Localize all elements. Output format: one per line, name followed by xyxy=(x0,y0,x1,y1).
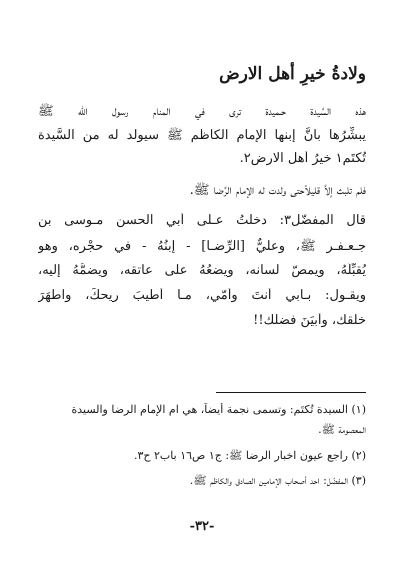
body-line: فلم تلبث إلاَّ قليلاًحتى ولدت له الإمام الرِّضا ﷺ. xyxy=(189,183,366,198)
footnote: (٢) راجع عيون اخبار الرضا ﷺ: ج١ ص١٦ باب٢ ح٣. xyxy=(133,449,366,462)
footnote: المعصومة ﷺ. xyxy=(318,423,366,436)
body-line: يبشِّرُها بانَّ إبنها الإمام الكاظم ﷺ سيولد له من السَّيدة xyxy=(38,128,366,143)
body-line: هذه السَّيدة حـميدة ترى في المنام رسول اللّه ﷺ xyxy=(38,104,366,119)
footnote: (١) السيدة تُكتَم: وتسمى نجمة أيضاً، هي ام الإمام الرضا والسيدة xyxy=(71,403,366,416)
body-line: تُكتَم١ خيرُ أهل الارض٢. xyxy=(239,151,366,166)
page-number: -٣٢- xyxy=(189,519,215,534)
body-line: قال المفضّل٣: دخلتُ عـلى أبي الحسن مـوسى بن xyxy=(38,213,366,228)
body-line: يُقبِّلُهُ، ويمصّ لسانه، ويضعُهُ على عاتقه، ويضمُّهُ إليه، xyxy=(38,263,366,278)
body-line: جـعـفـر ﷺ، وعليٌّ [الرِّضـا] - إبنُهُ - في حجْره، وهو xyxy=(38,239,366,254)
footnote: (٣) المفضّل: احد أصحاب الإمامين الصادق والكاظم ﷺ. xyxy=(189,474,366,487)
body-line: خلقك، وأبيَنَ فضلك!! xyxy=(253,313,366,328)
footnote-divider xyxy=(216,392,366,393)
chapter-heading: ولادةُ خيرِ أهل الارض xyxy=(219,64,366,84)
body-line: ويقـول: بـابي أنتَ وأمّي، مـا أطيبَ ريحكَ، واطهَرَ xyxy=(38,288,366,303)
